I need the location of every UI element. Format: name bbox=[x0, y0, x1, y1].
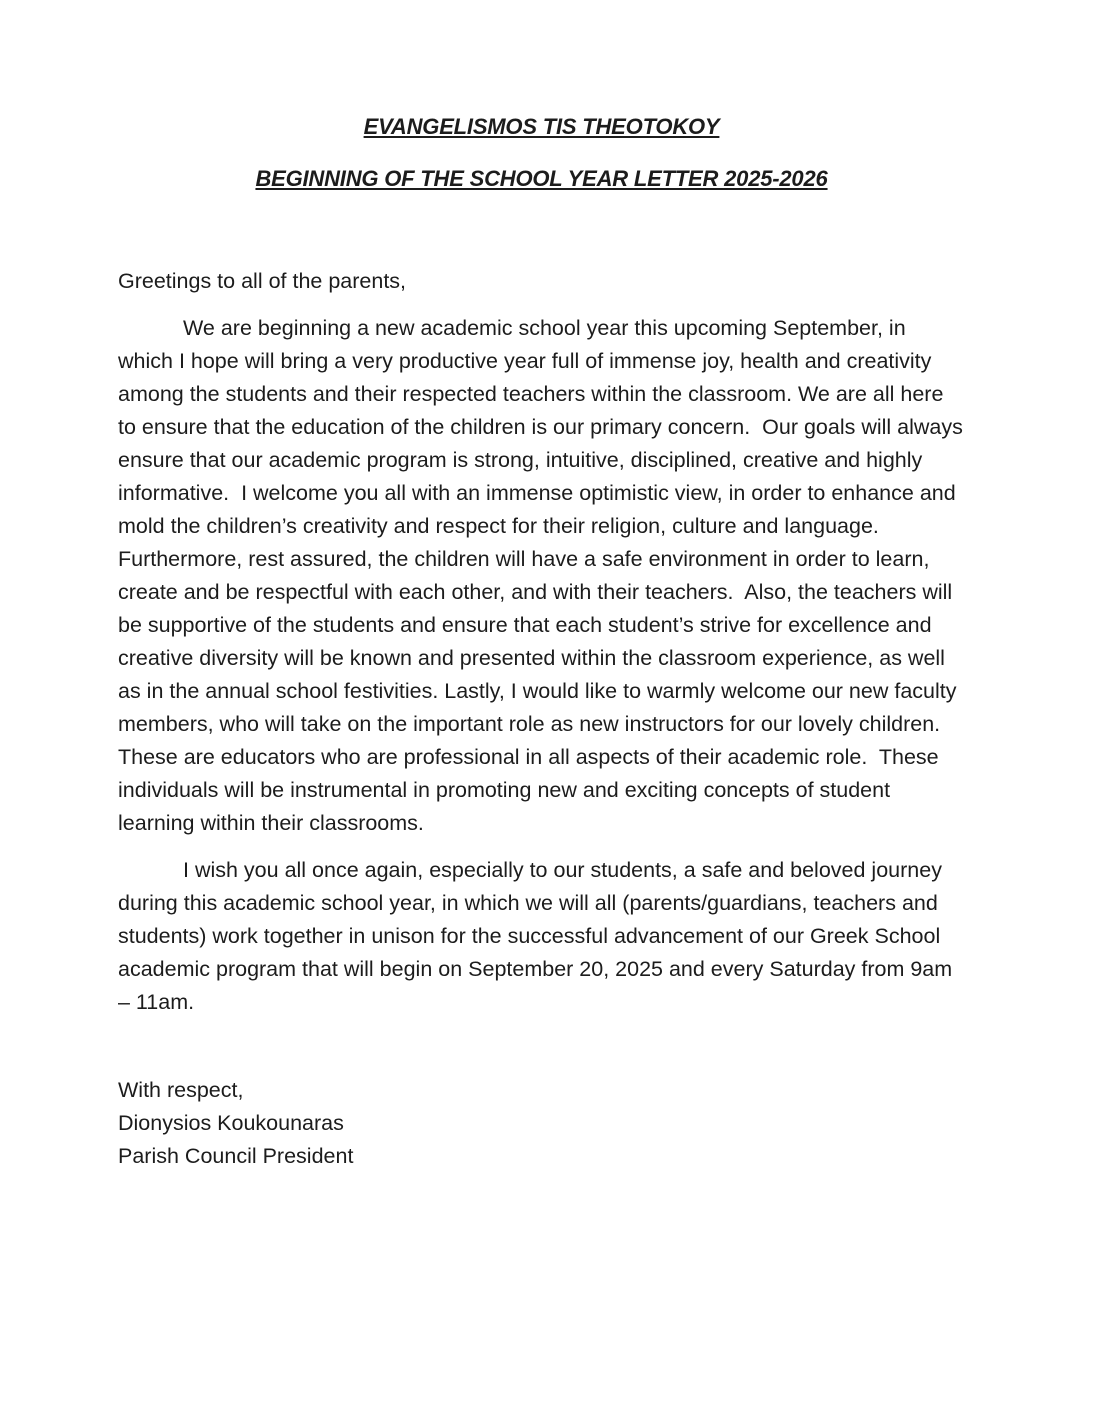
salutation: Greetings to all of the parents, bbox=[118, 269, 407, 293]
closing-phrase: With respect, bbox=[118, 1078, 244, 1102]
letter-subtitle: BEGINNING OF THE SCHOOL YEAR LETTER 2025-2026 bbox=[255, 166, 828, 191]
letter-title: EVANGELISMOS TIS THEOTOKOY bbox=[363, 114, 720, 139]
signature-title: Parish Council President bbox=[118, 1144, 354, 1168]
letter-header bbox=[118, 110, 965, 195]
body-paragraph-1: We are beginning a new academic school year this upcoming September, in which I hope will bring a very productive year full of immense joy, health and creativity among the students and their respected teachers within the classroom. We are all here to ensure that the education of the children is our primary concern. Our goals will always ensure that our academic program is strong, intuitive, disciplined, creative and highly informative. I welcome you all with an immense optimistic view, in order to enhance and mold the children’s creativity and respect for their religion, culture and language. Furthermore, rest assured, the children will have a safe environment in order to learn, create and be respectful with each other, and with their teachers. Also, the teachers will be supportive of the students and ensure that each student’s strive for excellence and creative diversity will be known and presented within the classroom experience, as well as in the annual school festivities. Lastly, I would like to warmly welcome our new faculty members, who will take on the important role as new instructors for our lovely children. These are educators who are professional in all aspects of their academic role. These individuals will be instrumental in promoting new and exciting concepts of student learning within their classrooms. bbox=[118, 316, 969, 835]
body-paragraph-2: I wish you all once again, especially to our students, a safe and beloved journey during this academic school year, in which we will all (parents/guardians, teachers and students) work together in unison for the successful advancement of our Greek School academic program that will begin on September 20, 2025 and every Saturday from 9am – 11am. bbox=[118, 858, 959, 1014]
closing-block bbox=[118, 1074, 965, 1173]
signature-name: Dionysios Koukounaras bbox=[118, 1111, 344, 1135]
